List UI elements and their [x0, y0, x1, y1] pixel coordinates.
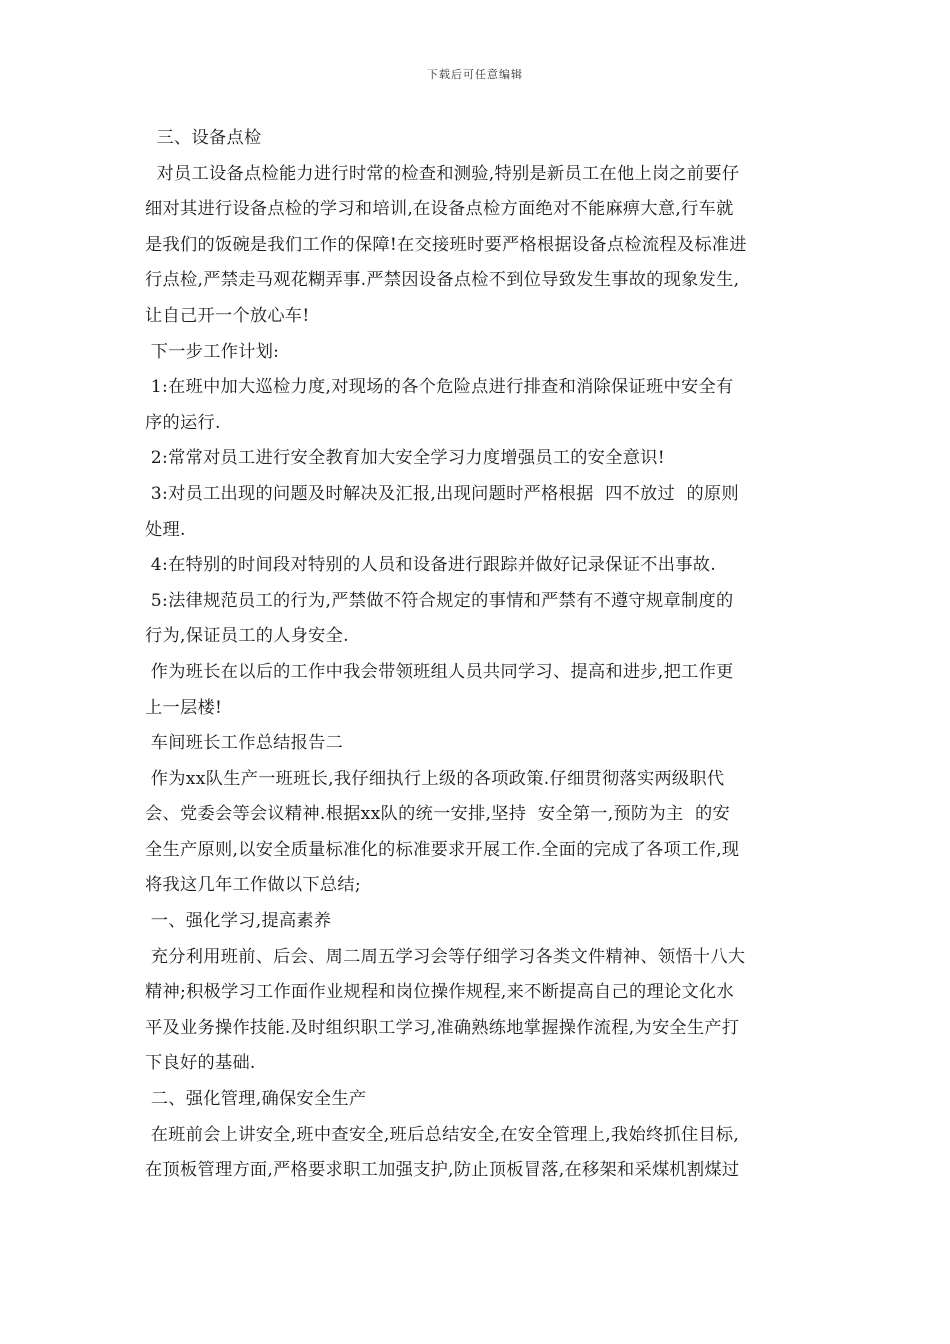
- text-line: 4:在特别的时间段对特别的人员和设备进行跟踪并做好记录保证不出事故.: [145, 555, 716, 576]
- text-line: 上一层楼!: [145, 697, 223, 718]
- text-line: 全生产原则,以安全质量标准化的标准要求开展工作.全面的完成了各项工作,现: [145, 839, 740, 860]
- text-line: 行点检,严禁走马观花糊弄事.严禁因设备点检不到位导致发生事故的现象发生,: [145, 270, 740, 291]
- text-line: 3:对员工出现的问题及时解决及汇报,出现问题时严格根据 四不放过 的原则: [145, 483, 740, 504]
- text-line: 处理.: [145, 519, 186, 540]
- text-line: 是我们的饭碗是我们工作的保障!在交接班时要严格根据设备点检流程及标准进: [145, 234, 747, 255]
- text-line: 对员工设备点检能力进行时常的检查和测验,特别是新员工在他上岗之前要仔: [145, 163, 740, 184]
- text-line: 5:法律规范员工的行为,严禁做不符合规定的事情和严禁有不遵守规章制度的: [145, 590, 734, 611]
- text-line: 一、强化学习,提高素养: [145, 911, 332, 932]
- text-line: 行为,保证员工的人身安全.: [145, 626, 349, 647]
- text-line: 在顶板管理方面,严格要求职工加强支护,防止顶板冒落,在移架和采煤机割煤过: [145, 1160, 740, 1181]
- text-line: 平及业务操作技能.及时组织职工学习,准确熟练地掌握操作流程,为安全生产打: [145, 1017, 740, 1038]
- text-line: 充分利用班前、后会、周二周五学习会等仔细学习各类文件精神、领悟十八大: [145, 946, 746, 967]
- text-line: 让自己开一个放心车!: [145, 305, 310, 326]
- text-line: 将我这几年工作做以下总结;: [145, 875, 361, 896]
- document-body: [145, 121, 815, 1189]
- text-line: 会、党委会等会议精神.根据xx队的统一安排,坚持 安全第一,预防为主 的安: [145, 804, 730, 825]
- text-line: 车间班长工作总结报告二: [145, 733, 344, 754]
- text-line: 序的运行.: [145, 412, 221, 433]
- text-line: 作为班长在以后的工作中我会带领班组人员共同学习、提高和进步,把工作更: [145, 661, 734, 682]
- text-line: 细对其进行设备点检的学习和培训,在设备点检方面绝对不能麻痹大意,行车就: [145, 199, 734, 220]
- text-line: 在班前会上讲安全,班中查安全,班后总结安全,在安全管理上,我始终抓住目标,: [145, 1124, 740, 1145]
- text-line: 二、强化管理,确保安全生产: [145, 1089, 367, 1110]
- page-header: 下载后可任意编辑: [427, 68, 523, 81]
- text-line: 三、设备点检: [145, 128, 262, 148]
- text-line: 精神;积极学习工作面作业规程和岗位操作规程,来不断提高自己的理论文化水: [145, 982, 734, 1003]
- text-line: 下良好的基础.: [145, 1053, 256, 1074]
- text-line: 2:常常对员工进行安全教育加大安全学习力度增强员工的安全意识!: [145, 448, 665, 469]
- text-line: 下一步工作计划:: [145, 341, 280, 362]
- text-line: 作为xx队生产一班班长,我仔细执行上级的各项政策.仔细贯彻落实两级职代: [145, 768, 725, 789]
- text-line: 1:在班中加大巡检力度,对现场的各个危险点进行排查和消除保证班中安全有: [145, 377, 734, 398]
